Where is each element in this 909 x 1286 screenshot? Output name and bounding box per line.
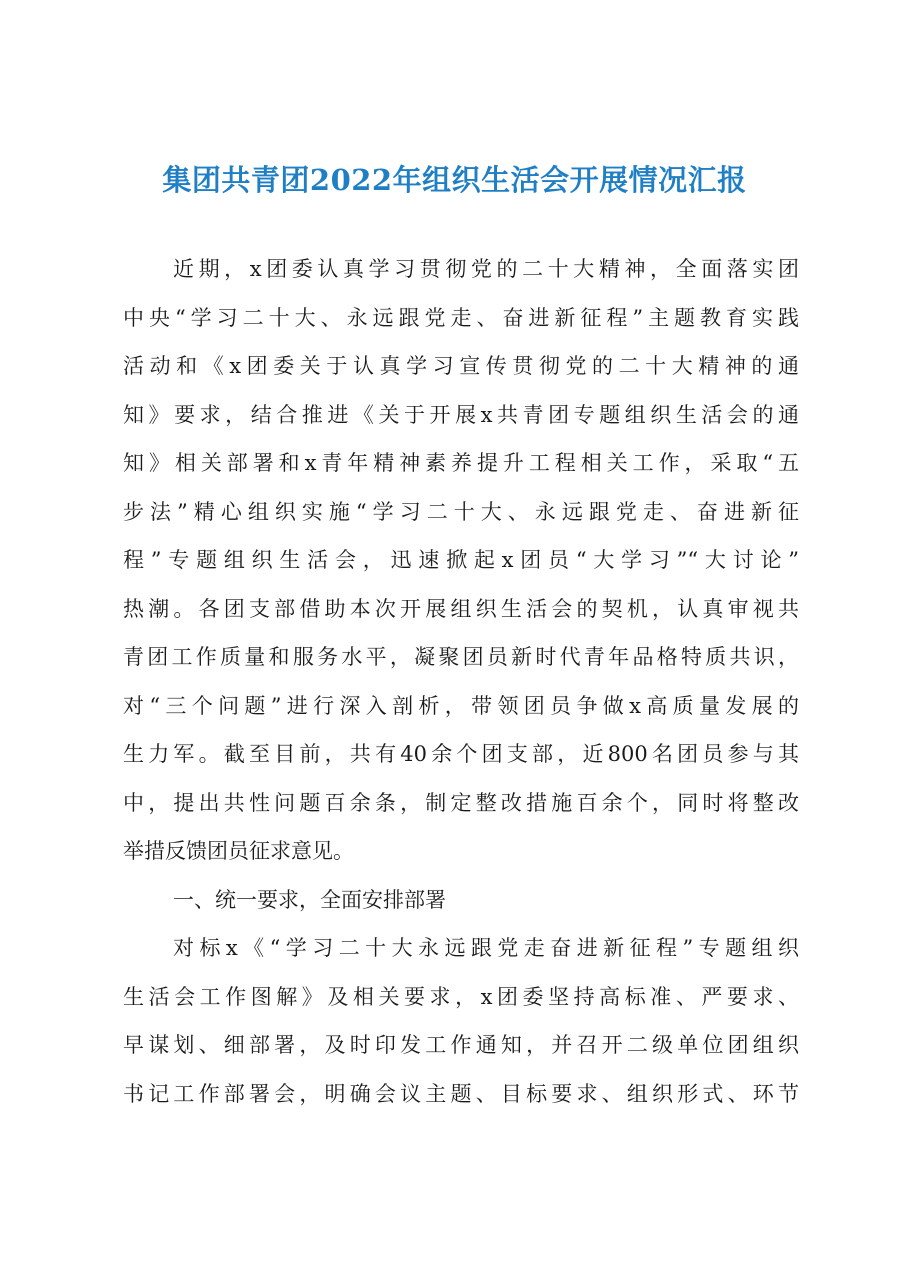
document-body: [123, 245, 799, 1118]
body-line: 对“三个问题”进行深入剖析，带领团员争做x高质量发展的: [123, 693, 799, 718]
body-line: 书记工作部署会，明确会议主题、目标要求、组织形式、环节: [123, 1081, 799, 1106]
body-line: 对标x《“学习二十大永远跟党走奋进新征程”专题组织: [173, 936, 799, 960]
body-line: 步法”精心组织实施“学习二十大、永远跟党走、奋进新征: [123, 499, 799, 524]
document-title: 集团共青团2022年组织生活会开展情况汇报: [162, 163, 747, 197]
body-line: 中，提出共性问题百余条，制定整改措施百余个，同时将整改: [123, 790, 799, 815]
body-line: 中央“学习二十大、永远跟党走、奋进新征程”主题教育实践: [123, 305, 799, 330]
body-line: 举措反馈团员征求意见。: [123, 839, 354, 863]
body-line: 热潮。各团支部借助本次开展组织生活会的契机，认真审视共: [123, 596, 799, 621]
body-line: 青团工作质量和服务水平，凝聚团员新时代青年品格特质共识，: [123, 645, 799, 669]
body-line: 早谋划、细部署，及时印发工作通知，并召开二级单位团组织: [123, 1033, 799, 1057]
body-line: 近期，x团委认真学习贯彻党的二十大精神，全面落实团: [173, 257, 799, 281]
body-line: 知》相关部署和x青年精神素养提升工程相关工作，采取“五: [123, 451, 799, 475]
section-heading: 一、统一要求，全面安排部署: [173, 887, 446, 912]
body-line: 生活会工作图解》及相关要求，x团委坚持高标准、严要求、: [123, 984, 799, 1009]
body-line: 活动和《x团委关于认真学习宣传贯彻党的二十大精神的通: [123, 354, 799, 378]
body-line: 知》要求，结合推进《关于开展x共青团专题组织生活会的通: [123, 402, 799, 427]
body-line: 程”专题组织生活会，迅速掀起x团员“大学习”“大讨论”: [123, 548, 799, 572]
body-line: 生力军。截至目前，共有40余个团支部，近800名团员参与其: [123, 742, 799, 766]
